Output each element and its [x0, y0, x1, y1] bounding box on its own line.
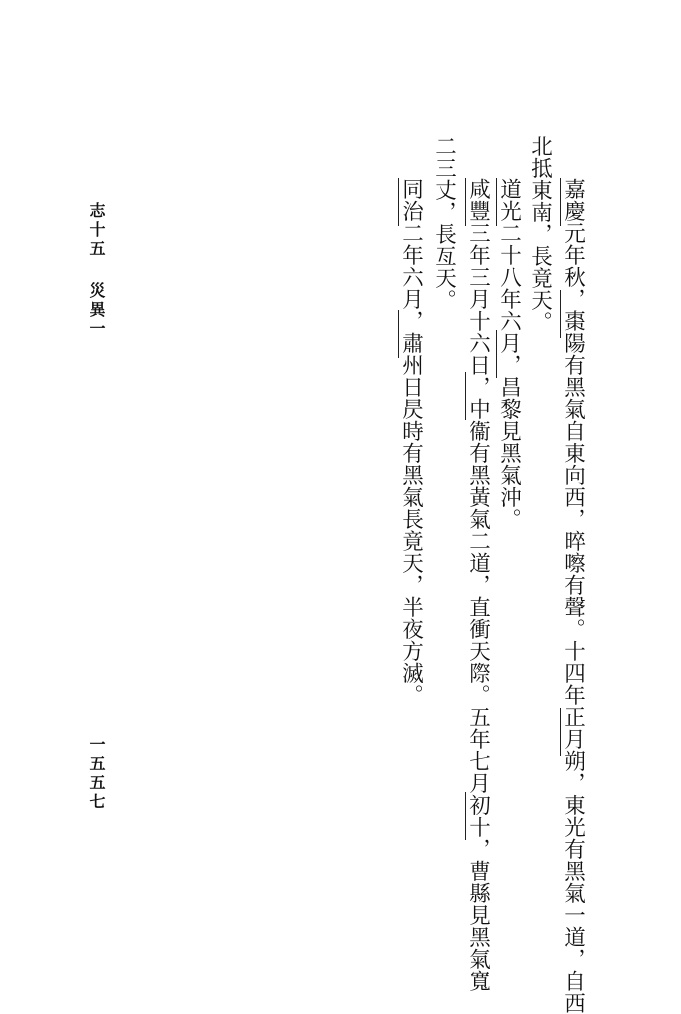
text-line-6: 同治二年六月，肅州日昃時有黑氣長竟天，半夜方滅。	[398, 178, 424, 706]
proper-name-mark	[398, 310, 399, 358]
proper-name-mark	[465, 372, 466, 420]
proper-name-mark	[398, 178, 399, 226]
page-number: 一五五七	[87, 736, 106, 812]
running-head-chapter: 志十五	[87, 202, 106, 259]
proper-name-mark	[496, 178, 497, 226]
text-line-3: 道光二十八年六月，昌黎見黑氣沖。	[496, 178, 522, 530]
proper-name-mark	[560, 290, 561, 338]
proper-name-mark	[465, 178, 466, 226]
proper-name-mark	[560, 178, 561, 226]
text-line-2: 北抵東南，長竟天。	[527, 135, 553, 333]
proper-name-mark	[560, 708, 561, 756]
text-line-1: 嘉慶元年秋，棗陽有黑氣自東向西，晬嚓有聲。十四年正月朔，東光有黑氣一道，自西	[560, 178, 586, 1014]
text-line-5: 二三丈，長亙天。	[431, 135, 457, 311]
proper-name-mark	[465, 792, 466, 840]
running-head-section: 災異一	[87, 282, 106, 339]
proper-name-mark	[496, 330, 497, 378]
text-line-4: 咸豐三年三月十六日，中衞有黑黃氣二道，直衝天際。五年七月初十，曹縣見黑氣寬	[465, 178, 491, 992]
